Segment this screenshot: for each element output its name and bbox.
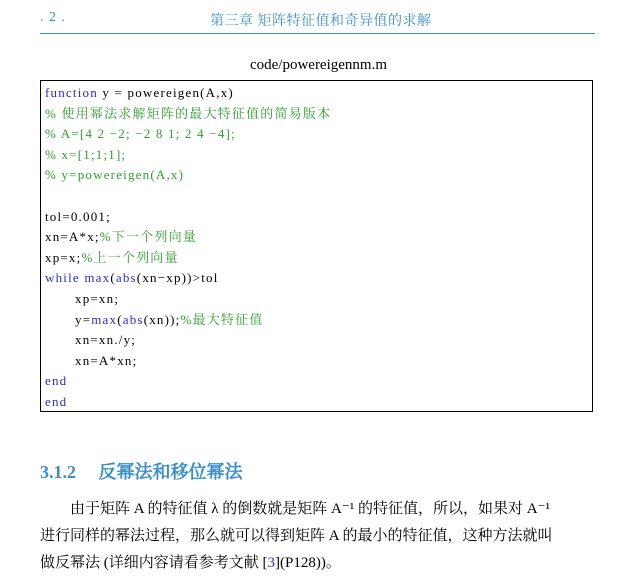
code-filename: code/powereigennm.m: [249, 57, 388, 73]
code-listing: [40, 80, 593, 412]
code-text: tol=0.001;: [45, 208, 111, 224]
code-line: [45, 248, 179, 268]
code-keyword: while: [45, 270, 80, 286]
code-text: xn=xn./y;: [75, 332, 137, 348]
section-number: 3.1.2: [40, 462, 76, 482]
code-text: xp=xn;: [75, 291, 120, 306]
code-text: xn=A*x;: [45, 229, 100, 245]
code-line: [45, 207, 111, 227]
code-line: [45, 124, 236, 144]
code-text: y=: [75, 311, 92, 327]
code-line: [45, 145, 126, 165]
code-comment: %上一个列向量: [81, 249, 179, 265]
header-rule: [40, 33, 595, 34]
code-text: xn=A*xn;: [75, 352, 138, 368]
code-keyword: max: [84, 270, 111, 286]
section-heading: [40, 458, 243, 484]
code-line: [75, 289, 119, 309]
code-line: [45, 371, 67, 391]
code-comment: % 使用幂法求解矩阵的最大特征值的简易版本: [45, 105, 332, 121]
code-line: [45, 104, 331, 124]
code-line: [45, 83, 234, 103]
paragraph-line-3: [40, 550, 596, 577]
code-keyword: abs: [115, 270, 137, 286]
page-number: . 2 .: [40, 10, 66, 25]
code-keyword: end: [45, 373, 68, 389]
running-title: 第三章 矩阵特征值和奇异值的求解: [210, 14, 432, 29]
code-keyword: abs: [122, 311, 144, 327]
code-line: [75, 330, 136, 350]
code-text: (: [117, 311, 123, 327]
code-keyword: end: [45, 394, 68, 409]
paragraph-line-3-text: 做反幂法 (详细内容请看参考文献 [: [40, 555, 268, 571]
code-comment: % x=[1;1;1];: [45, 146, 127, 162]
code-text: xp=x;: [45, 249, 82, 265]
code-text: (xn));: [143, 311, 181, 327]
code-comment: % A=[4 2 −2; −2 8 1; 2 4 −4];: [45, 126, 236, 142]
code-line: [75, 351, 137, 371]
paragraph-line-3-tail: ](P128))。: [275, 555, 341, 571]
code-comment: % y=powereigen(A,x): [45, 167, 185, 183]
code-line: [45, 165, 184, 185]
code-comment: %最大特征值: [180, 311, 264, 327]
code-text: (xn−xp))>tol: [136, 270, 219, 286]
code-line: [45, 392, 67, 412]
page-header: [40, 10, 596, 32]
code-keyword: function: [45, 85, 98, 100]
section-title: 反幂法和移位幂法: [98, 462, 243, 482]
code-comment: %下一个列向量: [99, 229, 197, 245]
code-keyword: max: [91, 311, 118, 327]
paragraph-line-2: 进行同样的幂法过程，那么就可以得到矩阵 A 的最小的特征值，这种方法就叫: [40, 528, 553, 544]
code-line: [45, 268, 219, 288]
code-line: [75, 310, 264, 330]
reference-link[interactable]: 3: [267, 555, 275, 571]
code-text: y = powereigen(A,x): [97, 85, 234, 100]
code-line: [45, 227, 197, 247]
paragraph-line-1: 由于矩阵 A 的特征值 λ 的倒数就是矩阵 A⁻¹ 的特征值，所以，如果对 A⁻¹: [70, 501, 551, 517]
code-text: (: [110, 270, 116, 286]
